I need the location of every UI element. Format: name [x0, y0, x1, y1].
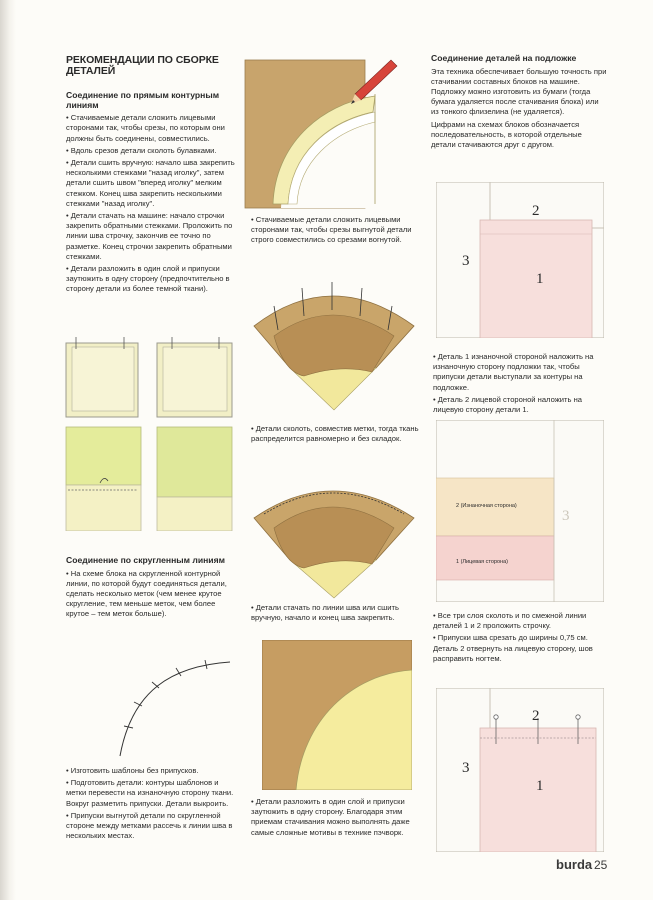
fig1-number-2: 2	[532, 203, 540, 219]
foundation-caption-2	[433, 611, 605, 666]
paragraph: • Припуски шва срезать до ширины 0,75 см. Деталь 2 отвернуть на лицевую сторону, шов расправить ногтем.	[433, 633, 593, 663]
caption-1	[251, 215, 419, 248]
paragraph: • Припуски выгнутой детали по скругленной стороне между метками рассечь к линии шва в нескольких местах.	[66, 810, 233, 841]
paragraph: • Детали разложить в один слой и припуски заутюжить в одну сторону (предпочтительно в сторону детали из более темной ткани).	[66, 264, 230, 294]
paragraph: • Детали сколоть, совместив метки, тогда ткань распределится равномерно и без складок.	[251, 424, 419, 444]
foundation-diagram-2	[436, 420, 604, 602]
fig2-label-2: 2 (Изнаночная сторона)	[456, 503, 517, 509]
main-title: РЕКОМЕНДАЦИИ ПО СБОРКЕ ДЕТАЛЕЙ	[66, 54, 219, 77]
fig3-number-2: 2	[532, 708, 540, 724]
paragraph: • Стачиваемые детали сложить лицевыми сторонами так, чтобы срезы выгнутой детали строго совместились со срезами вогнутой.	[251, 215, 412, 245]
section-foundation	[431, 54, 607, 152]
straight-seam-illustration	[64, 335, 240, 531]
paragraph: • Детали сшить вручную: начало шва закрепить несколькими стежками "назад иголку", затем детали сшить швом "вперед иголку" мелким стежком. Конец шва закрепить несколькими стежками "назад иголку".	[66, 158, 235, 208]
section-title-straight: Соединение по прямым контурным линиям	[66, 90, 220, 110]
paragraph: • Детали стачать по линии шва или сшить вручную, начало и конец шва закрепить.	[251, 603, 399, 623]
curved-pieces-illustration	[243, 54, 423, 210]
curved-steps	[66, 766, 238, 843]
paragraph: • Все три слоя сколоть и по смежной линии деталей 1 и 2 проложить строчку.	[433, 611, 587, 631]
fig1-number-3: 3	[462, 253, 470, 269]
section-title-curved: Соединение по скругленным линиям	[66, 555, 225, 565]
paragraph: • Детали стачать на машине: начало строчки закрепить обратными стежками. Проложить по линии шва строчку, закончив ее точно по разметке. Конец строчки закрепить обратными стежками.	[66, 211, 233, 261]
paragraph: • Деталь 2 лицевой стороной наложить на лицевую сторону детали 1.	[433, 394, 582, 415]
section-curved-lines	[66, 556, 236, 622]
fig2-number-3: 3	[562, 508, 570, 524]
caption-4	[251, 797, 421, 840]
paragraph: Эта техника обеспечивает большую точность при стачивании составных блоков на машине. Подложку можно изготовить из бумаги (тогда бумага удаляется после стачивания блока) или из тонкого флизелина (не удаляется).	[431, 66, 607, 117]
paragraph: • На схеме блока на скругленной контурной линии, по которой будут соединяться детали, сделать несколько меток (чем менее крутое скругление, тем меньше меток, чем более крутое – тем меток больше).	[66, 568, 227, 619]
paragraph: • Стачиваемые детали сложить лицевыми сторонами так, чтобы срезы, по которым они должны быть соединены, совместились.	[66, 113, 225, 143]
paragraph: Цифрами на схемах блоков обозначается последовательность, в которой отдельные детали стачиваются друг с другом.	[431, 119, 582, 150]
paragraph: • Изготовить шаблоны без припусков.	[66, 766, 199, 775]
caption-3	[251, 603, 419, 625]
fig1-number-1: 1	[536, 271, 544, 287]
fig3-number-1: 1	[536, 778, 544, 794]
stitched-curve-illustration	[244, 466, 424, 600]
fig2-label-1: 1 (Лицевая сторона)	[456, 559, 508, 565]
foundation-caption-1	[433, 352, 605, 417]
section-straight-lines	[66, 91, 236, 297]
page-number: 25	[594, 858, 608, 872]
paragraph: • Подготовить детали: контуры шаблонов и метки перевести на изнаночную сторону ткани. Вокруг разметить припуски. Детали выкроить.	[66, 778, 234, 808]
fig3-number-3: 3	[462, 760, 470, 776]
caption-2	[251, 424, 419, 446]
paragraph: • Детали разложить в один слой и припуски заутюжить в одну сторону. Благодаря этим приемам стачивания можно выполнять даже самые сложные мотивы в технике пэчворк.	[251, 797, 410, 837]
section-title-foundation: Соединение деталей на подложке	[431, 53, 577, 63]
page-spine-shadow	[0, 0, 16, 900]
curved-line-marks-illustration	[72, 660, 232, 758]
pressed-curve-illustration	[262, 640, 412, 790]
paragraph: • Деталь 1 изнаночной стороной наложить на изнаночную сторону подложки так, чтобы припуски детали выступали за контуры на подложке.	[433, 352, 594, 392]
brand-logo: burda	[556, 857, 593, 872]
pinned-curve-illustration	[244, 268, 424, 412]
paragraph: • Вдоль срезов детали сколоть булавками.	[66, 145, 217, 155]
